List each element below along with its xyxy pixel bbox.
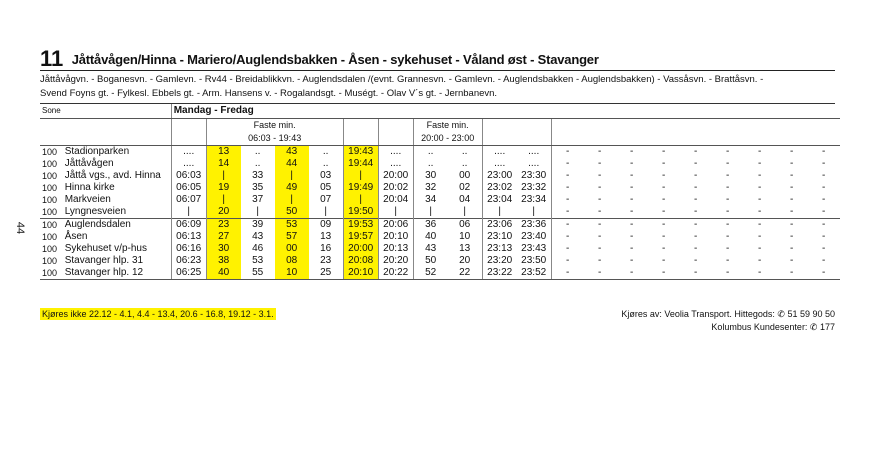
title-rule xyxy=(40,70,835,71)
no-departure-cell: - xyxy=(694,194,698,205)
zone-cell: 100 xyxy=(40,219,63,232)
time-cell: 52 xyxy=(413,267,448,280)
time-cell: 14 xyxy=(206,158,241,170)
table-row xyxy=(40,158,840,170)
no-departure-cell: - xyxy=(598,255,602,266)
time-cell: 23:06 xyxy=(482,219,517,232)
time-cell: 36 xyxy=(413,219,448,232)
no-departure-cell: - xyxy=(726,158,730,169)
time-cell: 23:30 xyxy=(517,170,552,182)
no-departure-cell: - xyxy=(822,146,826,157)
no-departure-cell: - xyxy=(822,158,826,169)
time-cell: 23:50 xyxy=(517,255,552,267)
table-row xyxy=(40,255,840,267)
table-row xyxy=(40,206,840,219)
time-cell: | xyxy=(378,206,413,219)
table-row xyxy=(40,219,840,232)
stop-name: Auglendsdalen xyxy=(63,219,172,232)
no-departure-cell: - xyxy=(726,170,730,181)
route-title xyxy=(40,46,599,72)
time-cell: 06:07 xyxy=(171,194,206,206)
time-cell: 20:13 xyxy=(378,243,413,255)
time-cell: 50 xyxy=(425,255,437,266)
time-cell: 49 xyxy=(275,182,309,194)
no-departure-cell: - xyxy=(566,206,570,217)
route-description-line: Svend Foyns gt. - Fylkesl. Ebbels gt. - Arm. Hansens v. - Rogalandsgt. - Muségt. - Olav V´s gt. - Jernbanevn. xyxy=(40,88,498,99)
time-cell: 00 xyxy=(448,170,483,182)
time-cell: 23:43 xyxy=(517,243,552,255)
time-cell: 23:36 xyxy=(517,219,552,232)
time-cell: 39 xyxy=(241,219,275,232)
time-cell: 23:20 xyxy=(487,255,513,266)
time-cell: 50 xyxy=(275,206,309,219)
no-departure-cell: - xyxy=(566,170,570,181)
no-departure-cell: - xyxy=(790,182,794,193)
time-cell: 34 xyxy=(425,194,437,205)
day-header: Mandag - Fredag xyxy=(171,104,840,119)
time-cell: .... xyxy=(171,146,206,159)
time-cell: | xyxy=(517,206,552,219)
timetable-header-row xyxy=(40,104,840,119)
no-departure-cell: - xyxy=(694,243,698,254)
zone-cell: 100 xyxy=(40,267,63,280)
no-departure-cell: - xyxy=(758,231,762,242)
stop-name: Sykehuset v/p-hus xyxy=(63,243,172,255)
time-cell: 53 xyxy=(252,255,264,266)
time-cell: .... xyxy=(378,146,413,159)
no-departure-cell: - xyxy=(726,194,730,205)
time-cell: 20:00 xyxy=(378,170,413,182)
table-row xyxy=(40,146,840,159)
time-cell: .... xyxy=(494,158,506,169)
no-departure-cell: - xyxy=(694,182,698,193)
no-departure-cell: - xyxy=(598,231,602,242)
time-cell: 06:16 xyxy=(171,243,206,255)
no-departure-cell: - xyxy=(566,158,570,169)
no-departure-cell: - xyxy=(758,206,762,217)
no-departure-cell: - xyxy=(776,267,808,280)
time-cell: 13 xyxy=(448,243,483,255)
table-row xyxy=(40,243,840,255)
time-cell: 43 xyxy=(252,231,264,242)
stop-name: Lyngnesveien xyxy=(63,206,172,219)
faste-label-1: Faste min. xyxy=(206,119,343,132)
no-departure-cell: - xyxy=(598,194,602,205)
time-cell: 20:06 xyxy=(378,219,413,232)
no-departure-cell: - xyxy=(630,182,634,193)
no-departure-cell: - xyxy=(790,170,794,181)
zone-cell: 100 xyxy=(42,195,58,205)
time-cell: 46 xyxy=(252,243,264,254)
no-departure-cell: - xyxy=(662,182,666,193)
time-cell: 53 xyxy=(275,219,309,232)
time-cell: 20:02 xyxy=(378,182,413,194)
time-cell: 06:25 xyxy=(171,267,206,280)
no-departure-cell: - xyxy=(758,243,762,254)
customer-service-line: Kolumbus Kundesenter: ✆ 177 xyxy=(711,322,835,332)
time-cell: 07 xyxy=(309,194,344,206)
faste-range-2: 20:00 - 23:00 xyxy=(413,131,482,146)
time-cell: 40 xyxy=(425,231,437,242)
table-row xyxy=(40,231,840,243)
time-cell: | xyxy=(206,170,241,182)
no-departure-cell: - xyxy=(758,182,762,193)
no-departure-cell: - xyxy=(694,170,698,181)
time-cell: 30 xyxy=(425,170,437,181)
time-cell: 23:52 xyxy=(517,267,552,280)
time-cell: 03 xyxy=(309,170,344,182)
time-cell: 23 xyxy=(206,219,241,232)
stop-name: Jåttåvågen xyxy=(63,158,172,170)
no-departure-cell: - xyxy=(726,231,730,242)
time-cell: 13 xyxy=(309,231,344,243)
time-cell: 19:50 xyxy=(343,206,378,219)
faste-label-2: Faste min. xyxy=(413,119,482,132)
no-departure-cell: - xyxy=(584,219,616,232)
time-cell: 43 xyxy=(275,146,309,159)
no-departure-cell: - xyxy=(822,255,826,266)
time-cell: 09 xyxy=(309,219,344,232)
no-departure-cell: - xyxy=(598,243,602,254)
time-cell: 23:34 xyxy=(517,194,552,206)
stop-name: Hinna kirke xyxy=(63,182,172,194)
no-departure-cell: - xyxy=(598,182,602,193)
time-cell: 19:57 xyxy=(343,231,378,243)
time-cell: .... xyxy=(378,158,413,170)
time-cell: 06:23 xyxy=(171,255,206,267)
no-departure-cell: - xyxy=(630,243,634,254)
time-cell: 37 xyxy=(252,194,264,205)
time-cell: 19:43 xyxy=(343,146,378,159)
no-departure-cell: - xyxy=(616,219,648,232)
zone-cell: 100 xyxy=(42,207,58,217)
stop-name: Stadionparken xyxy=(63,146,172,159)
no-departure-cell: - xyxy=(662,170,666,181)
stop-name: Stavanger hlp. 12 xyxy=(63,267,172,280)
faste-label-row xyxy=(40,119,840,132)
no-departure-cell: - xyxy=(694,158,698,169)
time-cell: 20:20 xyxy=(378,255,413,267)
zone-header: Sone xyxy=(40,104,63,119)
no-departure-cell: - xyxy=(726,255,730,266)
time-cell: 20:08 xyxy=(343,255,378,267)
zone-cell: 100 xyxy=(42,171,58,181)
no-departure-cell: - xyxy=(808,267,840,280)
time-cell: 23:40 xyxy=(517,231,552,243)
time-cell: .. xyxy=(427,146,434,157)
table-row xyxy=(40,194,840,206)
time-cell: 20:22 xyxy=(378,267,413,280)
time-cell: 10 xyxy=(275,267,309,280)
time-cell: 23:00 xyxy=(487,170,513,181)
no-departure-cell: - xyxy=(712,267,744,280)
time-cell: .... xyxy=(517,146,552,159)
no-departure-cell: - xyxy=(790,231,794,242)
time-cell: 20:10 xyxy=(343,267,378,280)
time-cell: 57 xyxy=(275,231,309,243)
no-departure-cell: - xyxy=(662,206,666,217)
no-departure-cell: - xyxy=(566,182,570,193)
no-departure-cell: - xyxy=(726,146,730,157)
time-cell: .. xyxy=(254,158,261,169)
no-departure-cell: - xyxy=(551,219,584,232)
time-cell: .. xyxy=(448,158,483,170)
time-cell: 23:02 xyxy=(487,182,513,193)
stop-name: Jåttå vgs., avd. Hinna xyxy=(63,170,172,182)
no-departure-cell: - xyxy=(726,182,730,193)
time-cell: 32 xyxy=(425,182,437,193)
time-cell: 06:03 xyxy=(171,170,206,182)
no-departure-cell: - xyxy=(712,219,744,232)
time-cell: .. xyxy=(448,146,483,159)
operator-info xyxy=(621,308,835,334)
time-cell: .. xyxy=(309,146,344,159)
time-cell: 16 xyxy=(309,243,344,255)
no-departure-cell: - xyxy=(616,267,648,280)
time-cell: 33 xyxy=(252,170,264,181)
time-cell: 20:10 xyxy=(378,231,413,243)
time-cell: 55 xyxy=(241,267,275,280)
time-cell: 02 xyxy=(448,182,483,194)
zone-cell: 100 xyxy=(42,159,58,169)
footnote: Kjøres ikke 22.12 - 4.1, 4.4 - 13.4, 20.6 - 16.8, 19.12 - 3.1. xyxy=(42,309,274,319)
no-departure-cell: - xyxy=(662,231,666,242)
no-departure-cell: - xyxy=(662,194,666,205)
no-departure-cell: - xyxy=(726,206,730,217)
no-departure-cell: - xyxy=(630,231,634,242)
no-departure-cell: - xyxy=(630,206,634,217)
no-departure-cell: - xyxy=(630,146,634,157)
time-cell: .... xyxy=(517,158,552,170)
time-cell: | xyxy=(275,170,309,182)
time-cell: 25 xyxy=(309,267,344,280)
time-cell: | xyxy=(448,206,483,219)
time-cell: .. xyxy=(254,146,261,157)
time-cell: .... xyxy=(171,158,206,170)
time-cell: 00 xyxy=(275,243,309,255)
table-row xyxy=(40,170,840,182)
no-departure-cell: - xyxy=(630,158,634,169)
no-departure-cell: - xyxy=(822,206,826,217)
operator-line: Kjøres av: Veolia Transport. Hittegods: ✆ 51 59 90 50 xyxy=(621,309,835,319)
time-cell: | xyxy=(498,206,501,217)
stop-name: Stavanger hlp. 31 xyxy=(63,255,172,267)
zone-cell: 100 xyxy=(42,147,58,157)
time-cell: 43 xyxy=(425,243,437,254)
time-cell: 35 xyxy=(252,182,264,193)
no-departure-cell: - xyxy=(694,146,698,157)
time-cell: .. xyxy=(427,158,434,169)
page-number: 44 xyxy=(14,221,27,235)
time-cell: .. xyxy=(309,158,344,170)
zone-cell: 100 xyxy=(42,256,58,266)
no-departure-cell: - xyxy=(566,243,570,254)
time-cell: | xyxy=(343,194,378,206)
time-cell: 30 xyxy=(206,243,241,255)
time-cell: | xyxy=(343,170,378,182)
no-departure-cell: - xyxy=(566,255,570,266)
no-departure-cell: - xyxy=(790,206,794,217)
route-number: 11 xyxy=(40,46,64,71)
no-departure-cell: - xyxy=(822,231,826,242)
time-cell: 23:32 xyxy=(517,182,552,194)
no-departure-cell: - xyxy=(758,146,762,157)
faste-range-1: 06:03 - 19:43 xyxy=(206,131,343,146)
no-departure-cell: - xyxy=(630,194,634,205)
time-cell: 20 xyxy=(448,255,483,267)
time-cell: | xyxy=(171,206,206,219)
no-departure-cell: - xyxy=(808,219,840,232)
no-departure-cell: - xyxy=(630,170,634,181)
no-departure-cell: - xyxy=(598,206,602,217)
no-departure-cell: - xyxy=(822,182,826,193)
no-departure-cell: - xyxy=(822,194,826,205)
no-departure-cell: - xyxy=(598,146,602,157)
no-departure-cell: - xyxy=(551,267,584,280)
time-cell: 38 xyxy=(206,255,241,267)
no-departure-cell: - xyxy=(790,194,794,205)
time-cell: 22 xyxy=(448,267,483,280)
no-departure-cell: - xyxy=(680,267,712,280)
no-departure-cell: - xyxy=(648,219,680,232)
zone-cell: 100 xyxy=(42,244,58,254)
no-departure-cell: - xyxy=(598,158,602,169)
time-cell: 04 xyxy=(448,194,483,206)
stop-name: Markveien xyxy=(63,194,172,206)
time-cell: | xyxy=(429,206,432,217)
no-departure-cell: - xyxy=(744,267,776,280)
no-departure-cell: - xyxy=(584,267,616,280)
time-cell: 13 xyxy=(206,146,241,159)
time-cell: 06:13 xyxy=(171,231,206,243)
table-row xyxy=(40,182,840,194)
time-cell: 44 xyxy=(275,158,309,170)
time-cell: | xyxy=(275,194,309,206)
no-departure-cell: - xyxy=(744,219,776,232)
zone-cell: 100 xyxy=(42,183,58,193)
no-departure-cell: - xyxy=(694,255,698,266)
time-cell: 06 xyxy=(448,219,483,232)
no-departure-cell: - xyxy=(662,146,666,157)
no-departure-cell: - xyxy=(630,255,634,266)
no-departure-cell: - xyxy=(566,194,570,205)
time-cell: 06:09 xyxy=(171,219,206,232)
no-departure-cell: - xyxy=(694,231,698,242)
route-description-line: Jåttåvågvn. - Boganesvn. - Gamlevn. - Rv44 - Breidablikkvn. - Auglendsdalen /(evnt. Grannesvn. - Gamlevn. - Auglendsbakken - Auglendsbakken) - Vassåsvn. - Brattåsvn. - xyxy=(40,74,764,85)
no-departure-cell: - xyxy=(566,231,570,242)
time-cell: 05 xyxy=(309,182,344,194)
time-cell: 19 xyxy=(206,182,241,194)
no-departure-cell: - xyxy=(662,243,666,254)
no-departure-cell: - xyxy=(566,146,570,157)
time-cell: 19:53 xyxy=(343,219,378,232)
time-cell: 23:13 xyxy=(487,243,513,254)
no-departure-cell: - xyxy=(822,170,826,181)
time-cell: 20:00 xyxy=(343,243,378,255)
no-departure-cell: - xyxy=(662,255,666,266)
table-row xyxy=(40,267,840,280)
no-departure-cell: - xyxy=(598,170,602,181)
route-name: Jåttåvågen/Hinna - Mariero/Auglendsbakken - Åsen - sykehuset - Våland øst - Stavanger xyxy=(71,51,599,67)
time-cell: 19:44 xyxy=(343,158,378,170)
time-cell: 23 xyxy=(309,255,344,267)
time-cell: | xyxy=(256,206,259,217)
time-cell: 06:05 xyxy=(171,182,206,194)
faste-range-row xyxy=(40,131,840,146)
no-departure-cell: - xyxy=(822,243,826,254)
time-cell: 23:10 xyxy=(487,231,513,242)
timetable xyxy=(40,104,840,280)
no-departure-cell: - xyxy=(758,255,762,266)
no-departure-cell: - xyxy=(758,158,762,169)
time-cell: | xyxy=(206,194,241,206)
no-departure-cell: - xyxy=(694,206,698,217)
zone-cell: 100 xyxy=(42,232,58,242)
time-cell: 20 xyxy=(206,206,241,219)
no-departure-cell: - xyxy=(758,170,762,181)
time-cell: 23:22 xyxy=(482,267,517,280)
no-departure-cell: - xyxy=(790,243,794,254)
route-description xyxy=(40,73,835,101)
time-cell: | xyxy=(309,206,344,219)
no-departure-cell: - xyxy=(726,243,730,254)
time-cell: 23:04 xyxy=(487,194,513,205)
no-departure-cell: - xyxy=(790,255,794,266)
time-cell: .... xyxy=(494,146,506,157)
no-departure-cell: - xyxy=(758,194,762,205)
no-departure-cell: - xyxy=(648,267,680,280)
no-departure-cell: - xyxy=(790,146,794,157)
time-cell: 20:04 xyxy=(378,194,413,206)
time-cell: 08 xyxy=(275,255,309,267)
time-cell: 10 xyxy=(448,231,483,243)
time-cell: 19:49 xyxy=(343,182,378,194)
no-departure-cell: - xyxy=(790,158,794,169)
no-departure-cell: - xyxy=(776,219,808,232)
time-cell: 27 xyxy=(206,231,241,243)
no-departure-cell: - xyxy=(662,158,666,169)
no-departure-cell: - xyxy=(680,219,712,232)
time-cell: 40 xyxy=(206,267,241,280)
stop-name: Åsen xyxy=(63,231,172,243)
